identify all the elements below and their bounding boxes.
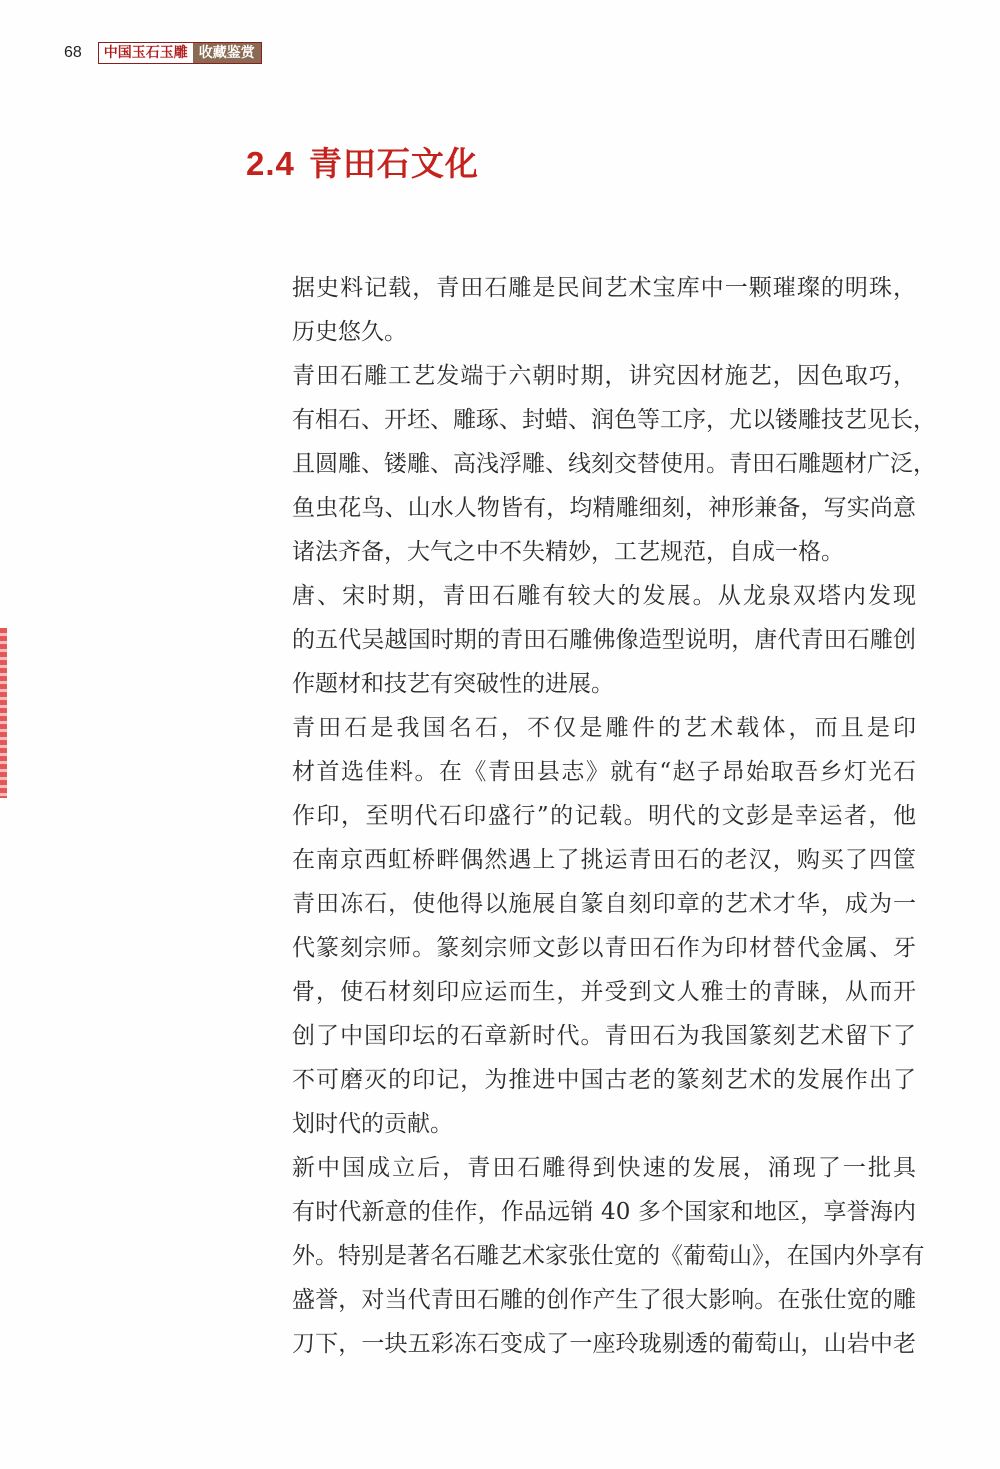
text-line: 在南京西虹桥畔偶然遇上了挑运青田石的老汉，购买了四筐 xyxy=(292,847,916,873)
series-label-part1: 中国玉石玉雕 xyxy=(99,43,193,63)
text-line: 材首选佳料。在《青田县志》就有“赵子昂始取吾乡灯光石 xyxy=(292,759,916,785)
text-line: 青田石是我国名石，不仅是雕件的艺术载体，而且是印 xyxy=(292,715,916,741)
text-line: 作印，至明代石印盛行”的记载。明代的文彭是幸运者，他 xyxy=(292,803,916,829)
text-line: 且圆雕、镂雕、高浅浮雕、线刻交替使用。青田石雕题材广泛， xyxy=(292,451,936,477)
body-text xyxy=(246,266,936,1366)
text-line: 刀下，一块五彩冻石变成了一座玲珑剔透的葡萄山，山岩中老 xyxy=(292,1331,916,1357)
paragraph xyxy=(246,706,916,1146)
text-line: 划时代的贡献。 xyxy=(292,1111,453,1137)
running-header xyxy=(64,40,262,66)
text-line: 诸法齐备，大气之中不失精妙，工艺规范，自成一格。 xyxy=(292,539,844,565)
paragraph xyxy=(246,354,936,574)
section-number: 2.4 xyxy=(246,145,295,182)
text-line: 创了中国印坛的石章新时代。青田石为我国篆刻艺术留下了 xyxy=(292,1023,916,1049)
page-number: 68 xyxy=(64,44,82,61)
text-line: 外。特别是著名石雕艺术家张仕宽的《葡萄山》，在国内外享有 xyxy=(292,1243,925,1269)
series-label-part2: 收藏鉴赏 xyxy=(193,43,261,63)
text-line: 鱼虫花鸟、山水人物皆有，均精雕细刻，神形兼备，写实尚意 xyxy=(292,495,916,521)
text-line: 有相石、开坯、雕琢、封蜡、润色等工序，尤以镂雕技艺见长， xyxy=(292,407,936,433)
text-line: 青田冻石，使他得以施展自篆自刻印章的艺术才华，成为一 xyxy=(292,891,916,917)
text-line: 作题材和技艺有突破性的进展。 xyxy=(292,671,614,697)
text-line: 不可磨灭的印记，为推进中国古老的篆刻艺术的发展作出了 xyxy=(292,1067,916,1093)
text-line: 有时代新意的佳作，作品远销 40 多个国家和地区，享誉海内 xyxy=(292,1199,916,1225)
paragraph xyxy=(246,266,916,354)
paragraph xyxy=(246,1146,925,1366)
text-line: 代篆刻宗师。篆刻宗师文彭以青田石作为印材替代金属、牙 xyxy=(292,935,916,961)
text-line: 的五代吴越国时期的青田石雕佛像造型说明，唐代青田石雕创 xyxy=(292,627,916,653)
text-line: 青田石雕工艺发端于六朝时期，讲究因材施艺，因色取巧， xyxy=(292,363,916,389)
section-title-text: 青田石文化 xyxy=(308,144,479,183)
page-edge-marker xyxy=(0,628,7,798)
text-line: 盛誉，对当代青田石雕的创作产生了很大影响。在张仕宽的雕 xyxy=(292,1287,916,1313)
series-label xyxy=(98,42,262,64)
text-line: 据史料记载，青田石雕是民间艺术宝库中一颗璀璨的明珠， xyxy=(292,275,916,301)
text-line: 唐、宋时期，青田石雕有较大的发展。从龙泉双塔内发现 xyxy=(292,583,916,609)
text-line: 新中国成立后，青田石雕得到快速的发展，涌现了一批具 xyxy=(292,1155,916,1181)
text-line: 历史悠久。 xyxy=(292,319,407,345)
section-title xyxy=(246,138,479,185)
text-line: 骨，使石材刻印应运而生，并受到文人雅士的青睐，从而开 xyxy=(292,979,916,1005)
paragraph xyxy=(246,574,916,706)
